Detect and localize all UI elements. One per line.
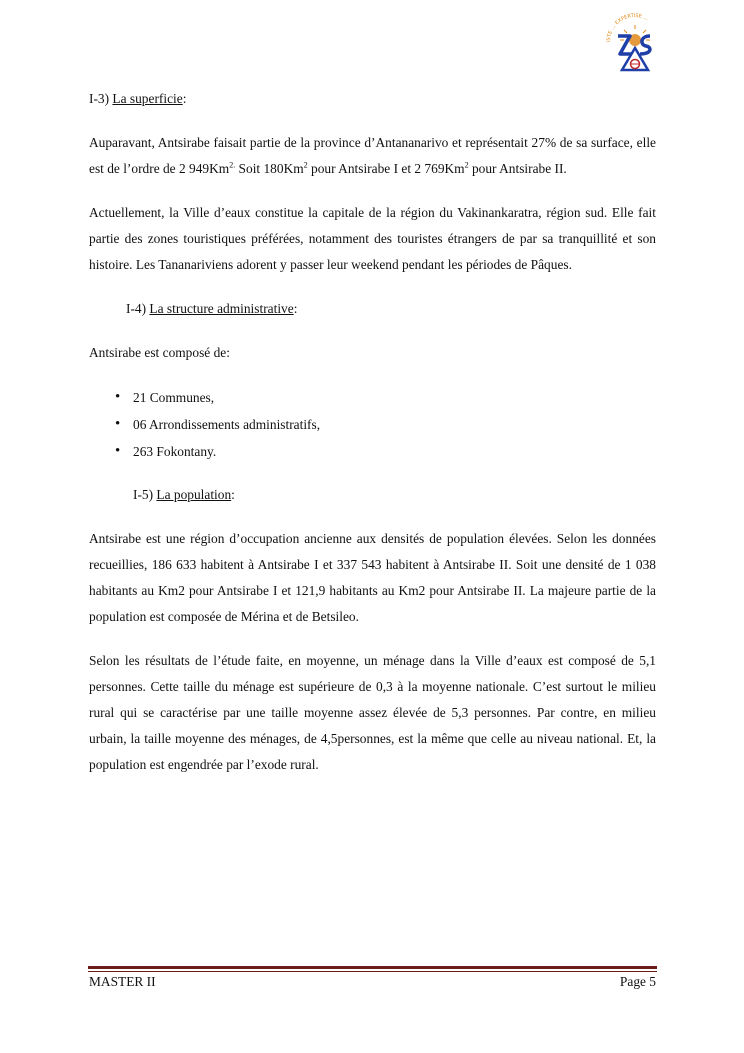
- section-title-population: La population: [156, 487, 232, 502]
- structure-list: [89, 384, 656, 465]
- list-item: • 21 Communes,: [133, 384, 656, 411]
- page-number: Page 5: [619, 974, 656, 989]
- paragraph-superficie-2: Actuellement, la Ville d’eaux constitue la capitale de la région du Vakinankaratra, région sud. Elle fait partie des zones touristiques préférées, notamment des touristes étrangers de par sa tranquillité et son histoire. Les Tananariviens adorent y passer leur weekend pendant les périodes de Pâques.: [89, 205, 656, 272]
- footer-left-text: MASTER II: [89, 974, 156, 989]
- section-title-structure: La structure administrative: [149, 301, 294, 316]
- footer-rule-thin: [88, 971, 657, 972]
- institution-logo: [604, 12, 666, 78]
- page-content: [89, 86, 656, 778]
- section-heading-superficie: I-3) La superficie:: [89, 91, 187, 106]
- paragraph-superficie-1: Auparavant, Antsirabe faisait partie de la province d’Antananarivo et représentait 27% de sa surface, elle est de l’ordre de 2 $949Km^{2.}$ Soit 180Km$^2$ pour Antsirabe I et 2 769Km$^2$ pour Antsirabe II.: [89, 135, 656, 176]
- logo-arc-text: ISTE ... EXPERTISE ...: [605, 12, 650, 43]
- section-title-superficie: La superficie: [112, 91, 183, 106]
- list-item: • 06 Arrondissements administratifs,: [133, 411, 656, 438]
- footer-rule: [88, 966, 657, 969]
- paragraph-structure-intro: Antsirabe est composé de:: [89, 345, 230, 360]
- paragraph-population-2: Selon les résultats de l’étude faite, en moyenne, un ménage dans la Ville d’eaux est composé de 5,1 personnes. Cette taille du ménage est supérieure de 0,3 à la moyenne nationale. C’est surtout le milieu rural qui se caractérise par une taille moyenne assez élevée de 5,3 personnes. Par contre, en milieu urbain, la taille moyenne des ménages, de 4,5personnes, est la même que celle au niveau national. Et, la population est engendrée par l’exode rural.: [89, 653, 656, 772]
- list-item: • 263 Fokontany.: [133, 438, 656, 465]
- section-heading-population: I-5) La population:: [133, 487, 235, 502]
- paragraph-population-1: Antsirabe est une région d’occupation ancienne aux densités de population élevées. Selon les données recueillies, 186 633 habitent à Antsirabe I et 337 543 habitent à Antsirabe II. Soit une densité de 1 038 habitants au Km2 pour Antsirabe I et 121,9 habitants au Km2 pour Antsirabe II. La majeure partie de la population est composée de Mérina et de Betsileo.: [89, 531, 656, 624]
- section-heading-structure: I-4) La structure administrative:: [126, 301, 298, 316]
